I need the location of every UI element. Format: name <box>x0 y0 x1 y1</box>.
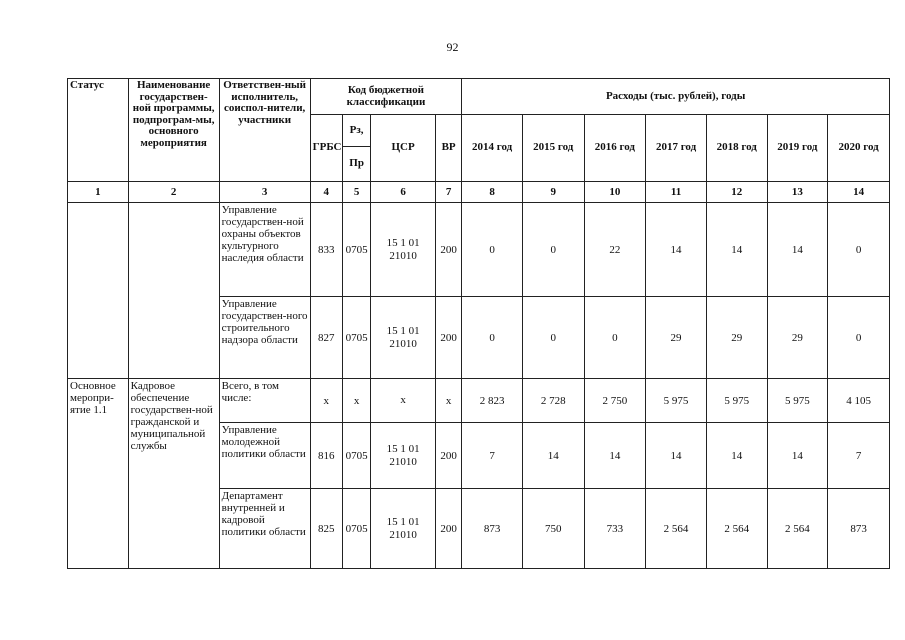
budget-table <box>67 78 890 569</box>
rzpr-cell: 0705 <box>342 297 370 379</box>
csr-cell: х <box>371 379 436 423</box>
value-cell: 14 <box>584 423 646 489</box>
value-cell: 2 750 <box>584 379 646 423</box>
header-year-2018: 2018 год <box>706 115 767 182</box>
value-cell: 873 <box>828 489 890 569</box>
col-number: 6 <box>371 182 436 203</box>
vr-cell: 200 <box>435 203 461 297</box>
table-row <box>68 379 890 423</box>
column-number-row <box>68 182 890 203</box>
header-responsible: Ответствен-ный исполнитель, соиспол-нители, участники <box>219 79 310 182</box>
value-cell: 7 <box>462 423 523 489</box>
header-grbs: ГРБС <box>310 115 342 182</box>
col-number: 5 <box>342 182 370 203</box>
col-number: 2 <box>128 182 219 203</box>
value-cell: 0 <box>462 297 523 379</box>
csr-cell: 15 1 01 21010 <box>371 423 436 489</box>
header-vr: ВР <box>435 115 461 182</box>
grbs-cell: 816 <box>310 423 342 489</box>
value-cell: 14 <box>646 203 707 297</box>
header-budget-code: Код бюджетной классификации <box>310 79 462 115</box>
col-number: 3 <box>219 182 310 203</box>
value-cell: 14 <box>767 203 828 297</box>
header-pr: Пр <box>342 147 370 182</box>
value-cell: 873 <box>462 489 523 569</box>
responsible-cell: Управление молодежной политики области <box>219 423 310 489</box>
name-cell <box>128 203 219 379</box>
col-number: 12 <box>706 182 767 203</box>
grbs-cell: х <box>310 379 342 423</box>
value-cell: 29 <box>706 297 767 379</box>
value-cell: 14 <box>767 423 828 489</box>
value-cell: 750 <box>522 489 584 569</box>
col-number: 7 <box>435 182 461 203</box>
value-cell: 733 <box>584 489 646 569</box>
value-cell: 5 975 <box>646 379 707 423</box>
status-cell <box>68 203 129 379</box>
col-number: 10 <box>584 182 646 203</box>
value-cell: 0 <box>522 297 584 379</box>
rzpr-cell: х <box>342 379 370 423</box>
responsible-cell: Всего, в том числе: <box>219 379 310 423</box>
value-cell: 0 <box>522 203 584 297</box>
header-year-2020: 2020 год <box>828 115 890 182</box>
table-row <box>68 203 890 297</box>
responsible-cell: Управление государствен-ной охраны объектов культурного наследия области <box>219 203 310 297</box>
csr-cell: 15 1 01 21010 <box>371 489 436 569</box>
header-status: Статус <box>68 79 129 182</box>
header-year-2017: 2017 год <box>646 115 707 182</box>
header-year-2016: 2016 год <box>584 115 646 182</box>
header-csr: ЦСР <box>371 115 436 182</box>
csr-cell: 15 1 01 21010 <box>371 203 436 297</box>
value-cell: 14 <box>646 423 707 489</box>
grbs-cell: 827 <box>310 297 342 379</box>
col-number: 9 <box>522 182 584 203</box>
col-number: 13 <box>767 182 828 203</box>
value-cell: 2 564 <box>646 489 707 569</box>
value-cell: 2 564 <box>706 489 767 569</box>
value-cell: 0 <box>584 297 646 379</box>
value-cell: 0 <box>828 203 890 297</box>
value-cell: 5 975 <box>706 379 767 423</box>
value-cell: 7 <box>828 423 890 489</box>
value-cell: 5 975 <box>767 379 828 423</box>
name-cell: Кадровое обеспечение государствен-ной гражданской и муниципальной службы <box>128 379 219 569</box>
header-year-2015: 2015 год <box>522 115 584 182</box>
header-year-2019: 2019 год <box>767 115 828 182</box>
header-name: Наименование государствен-ной программы, подпрограм-мы, основного мероприятия <box>128 79 219 182</box>
rzpr-cell: 0705 <box>342 423 370 489</box>
status-cell: Основное меропри-ятие 1.1 <box>68 379 129 569</box>
value-cell: 29 <box>646 297 707 379</box>
header-expenses: Расходы (тыс. рублей), годы <box>462 79 890 115</box>
col-number: 14 <box>828 182 890 203</box>
vr-cell: 200 <box>435 489 461 569</box>
col-number: 11 <box>646 182 707 203</box>
value-cell: 29 <box>767 297 828 379</box>
value-cell: 14 <box>522 423 584 489</box>
csr-cell: 15 1 01 21010 <box>371 297 436 379</box>
value-cell: 0 <box>828 297 890 379</box>
value-cell: 0 <box>462 203 523 297</box>
rzpr-cell: 0705 <box>342 203 370 297</box>
grbs-cell: 833 <box>310 203 342 297</box>
value-cell: 2 728 <box>522 379 584 423</box>
value-cell: 2 564 <box>767 489 828 569</box>
rzpr-cell: 0705 <box>342 489 370 569</box>
header-year-2014: 2014 год <box>462 115 523 182</box>
vr-cell: 200 <box>435 297 461 379</box>
col-number: 1 <box>68 182 129 203</box>
page-number: 92 <box>446 40 459 54</box>
value-cell: 4 105 <box>828 379 890 423</box>
responsible-cell: Управление государствен-ного строительного надзора области <box>219 297 310 379</box>
col-number: 4 <box>310 182 342 203</box>
grbs-cell: 825 <box>310 489 342 569</box>
value-cell: 14 <box>706 423 767 489</box>
value-cell: 14 <box>706 203 767 297</box>
header-rz: Рз, <box>342 115 370 147</box>
col-number: 8 <box>462 182 523 203</box>
value-cell: 2 823 <box>462 379 523 423</box>
vr-cell: 200 <box>435 423 461 489</box>
responsible-cell: Департамент внутренней и кадровой политики области <box>219 489 310 569</box>
vr-cell: х <box>435 379 461 423</box>
value-cell: 22 <box>584 203 646 297</box>
